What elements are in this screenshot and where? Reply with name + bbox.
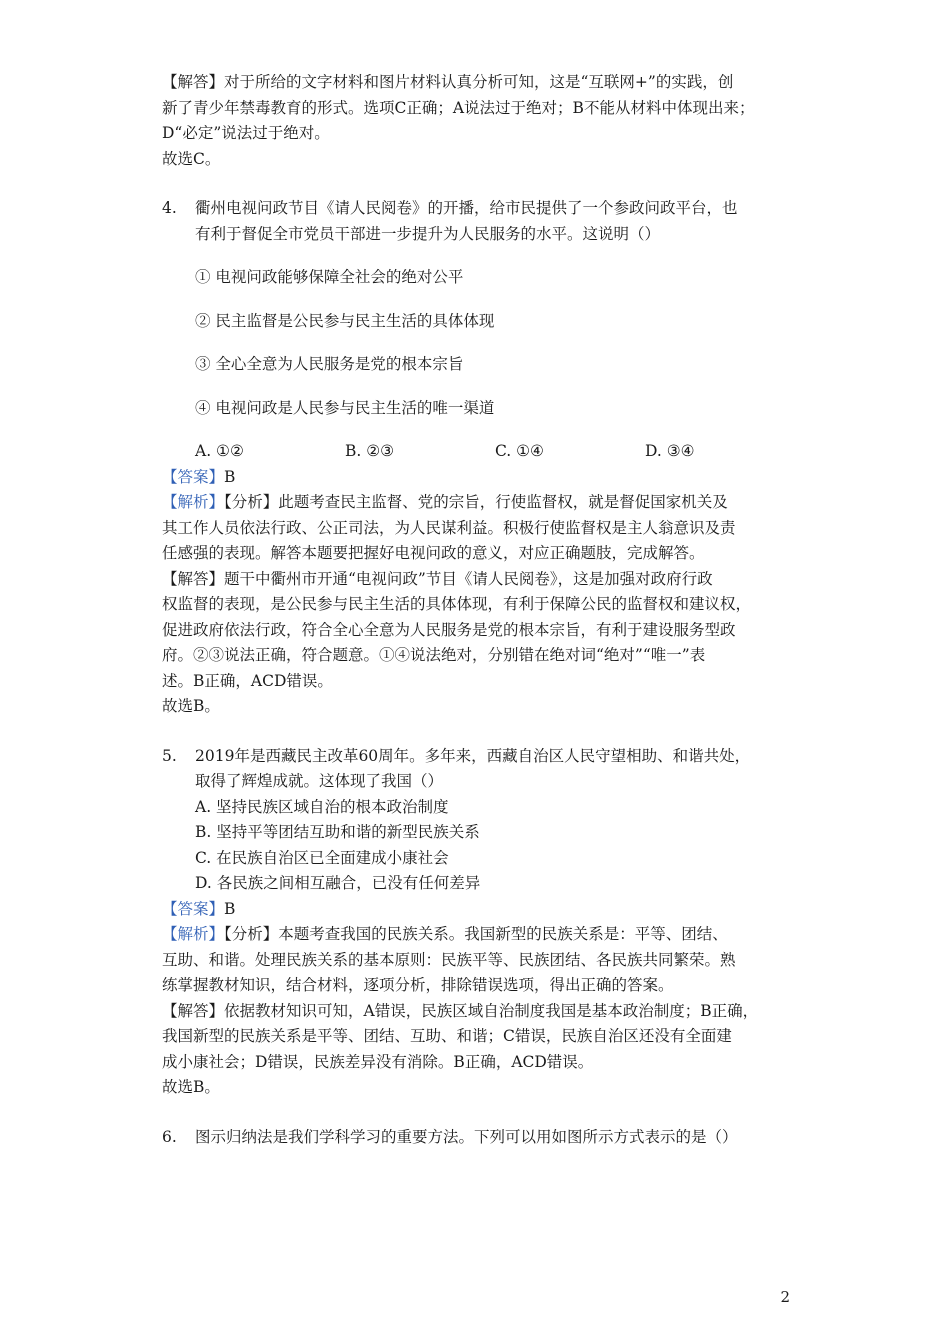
choice-row xyxy=(162,439,802,465)
choice-b: B. ②③ xyxy=(345,442,395,460)
answer-line xyxy=(162,897,802,923)
analysis-line: 【解析】【分析】本题考查我国的民族关系。我国新型的民族关系是：平等、团结、 xyxy=(162,925,728,943)
answer-tag: 【答案】 xyxy=(162,467,225,486)
question-stem: 衢州电视问政节目《请人民阅卷》的开播，给市民提供了一个参政问政平台，也 xyxy=(195,199,738,217)
document-body xyxy=(162,70,802,1150)
statement-1: ① 电视问政能够保障全社会的绝对公平 xyxy=(195,268,464,286)
choice-c: C. ①④ xyxy=(495,442,544,460)
answer-value: B xyxy=(224,467,236,486)
analysis-tag: 【解析】 xyxy=(162,493,225,511)
analysis-line: 【解答】依据教材知识可知，A错误，民族区域自治制度我国是基本政治制度；B正确， xyxy=(162,1001,759,1020)
text-line: D“必定”说法过于绝对。 xyxy=(162,124,330,142)
choice-a: A. ①② xyxy=(195,442,244,460)
option-d: D. 各民族之间相互融合，已没有任何差异 xyxy=(195,874,481,892)
analysis-line: 权监督的表现，是公民参与民主生活的具体体现，有利于保障公民的监督权和建议权， xyxy=(162,595,752,613)
text-line: 故选C。 xyxy=(162,149,221,168)
analysis-line: 练掌握教材知识，结合材料，逐项分析，排除错误选项，得出正确的答案。 xyxy=(162,976,674,994)
question-number: 5. xyxy=(162,746,177,765)
analysis-line: 其工作人员依法行政、公正司法，为人民谋利益。积极行使监督权是主人翁意识及责 xyxy=(162,518,736,537)
choice-d: D. ③④ xyxy=(645,442,695,460)
answer-tag: 【答案】 xyxy=(162,899,225,918)
analysis-line: 任感强的表现。解答本题要把握好电视问政的意义，对应正确题肢，完成解答。 xyxy=(162,544,705,562)
answer-value: B xyxy=(224,899,236,918)
question-6 xyxy=(162,1125,802,1151)
option-c: C. 在民族自治区已全面建成小康社会 xyxy=(195,848,449,867)
page-number: 2 xyxy=(780,1288,790,1306)
question-number: 6. xyxy=(162,1127,177,1146)
question-number: 4. xyxy=(162,199,177,217)
analysis-line: 我国新型的民族关系是平等、团结、互助、和谐；C错误，民族自治区还没有全面建 xyxy=(162,1027,732,1045)
analysis-line: 互助、和谐。处理民族关系的基本原则：民族平等、民族团结、各民族共同繁荣。熟 xyxy=(162,950,736,969)
option-a: A. 坚持民族区域自治的根本政治制度 xyxy=(195,797,449,816)
question-stem: 2019年是西藏民主改革60周年。多年来，西藏自治区人民守望相助、和谐共处， xyxy=(195,746,751,765)
analysis-line: 故选B。 xyxy=(162,1078,220,1096)
question-5 xyxy=(162,744,802,1101)
question-stem: 有利于督促全市党员干部进一步提升为人民服务的水平。这说明（） xyxy=(195,224,661,243)
statement-3: ③ 全心全意为人民服务是党的根本宗旨 xyxy=(195,355,464,373)
analysis-line: 促进政府依法行政，符合全心全意为人民服务是党的根本宗旨，有利于建设服务型政 xyxy=(162,620,736,639)
option-b: B. 坚持平等团结互助和谐的新型民族关系 xyxy=(195,823,480,841)
previous-solution xyxy=(162,70,802,172)
question-stem: 图示归纳法是我们学科学习的重要方法。下列可以用如图所示方式表示的是（） xyxy=(195,1127,738,1146)
text-line: 新了青少年禁毒教育的形式。选项C正确；A说法过于绝对；B不能从材料中体现出来； xyxy=(162,98,755,117)
question-4 xyxy=(162,196,802,720)
analysis-line: 府。②③说法正确，符合题意。①④说法绝对，分别错在绝对词“绝对”“唯一”表 xyxy=(162,646,706,664)
statement-2: ② 民主监督是公民参与民主生活的具体体现 xyxy=(195,311,495,330)
statement-4: ④ 电视问政是人民参与民主生活的唯一渠道 xyxy=(195,398,495,417)
analysis-tag: 【解析】 xyxy=(162,925,225,943)
question-stem: 取得了辉煌成就。这体现了我国（） xyxy=(195,772,444,790)
analysis-line: 述。B正确，ACD错误。 xyxy=(162,671,333,690)
analysis-line: 【解答】题干中衢州市开通“电视问政”节目《请人民阅卷》，这是加强对政府行政 xyxy=(162,569,713,588)
analysis-line: 故选B。 xyxy=(162,697,220,715)
analysis-line: 【解析】【分析】此题考查民主监督、党的宗旨，行使监督权，就是督促国家机关及 xyxy=(162,493,728,511)
text-line: 【解答】对于所给的文字材料和图片材料认真分析可知，这是“互联网+”的实践，创 xyxy=(162,73,734,91)
analysis-line: 成小康社会；D错误，民族差异没有消除。B正确，ACD错误。 xyxy=(162,1052,594,1071)
answer-line xyxy=(162,465,802,491)
